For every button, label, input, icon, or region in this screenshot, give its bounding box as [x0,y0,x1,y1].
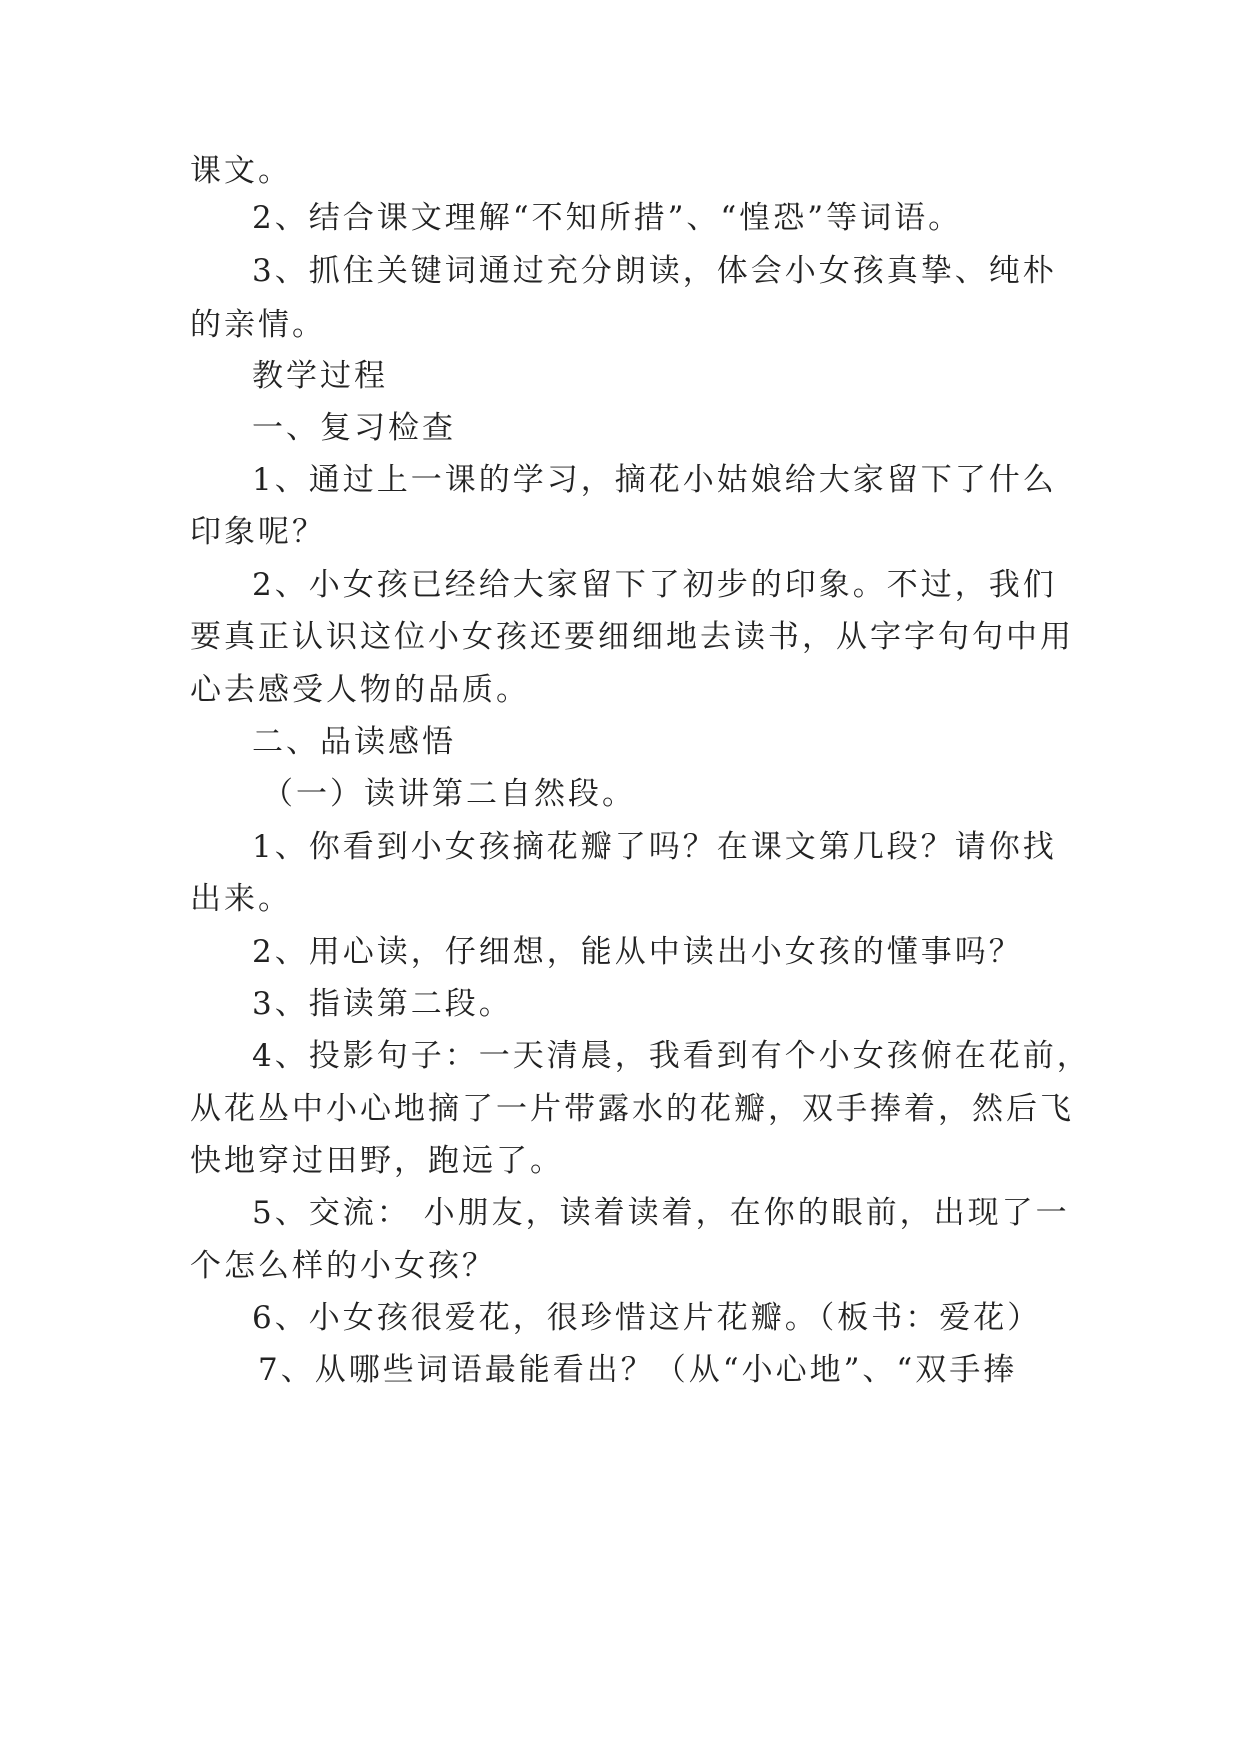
section-heading: 教学过程 [252,358,388,394]
text-line: 7、从哪些词语最能看出？（从“小心地”、“双手捧 [258,1352,1018,1388]
text-line: 的亲情。 [190,307,326,343]
text-line: 从花丛中小心地摘了一片带露水的花瓣，双手捧着，然后飞 [190,1091,1074,1127]
text-line: 1、你看到小女孩摘花瓣了吗？在课文第几段？请你找 [252,829,1057,865]
text-line: 个怎么样的小女孩？ [190,1248,496,1284]
text-line: 2、用心读，仔细想，能从中读出小女孩的懂事吗？ [252,934,1023,970]
text-line: 课文。 [190,153,292,189]
text-line: 5、交流： 小朋友，读着读着，在你的眼前，出现了一 [252,1195,1070,1231]
text-line: 1、通过上一课的学习，摘花小姑娘给大家留下了什么 [252,462,1057,498]
text-line: 6、小女孩很爱花，很珍惜这片花瓣。（板书：爱花） [252,1300,1042,1336]
section-heading: 一、复习检查 [252,410,456,446]
text-line: 心去感受人物的品质。 [190,672,530,708]
text-line: 快地穿过田野，跑远了。 [190,1143,564,1179]
text-line: 2、小女孩已经给大家留下了初步的印象。不过，我们 [252,567,1057,603]
text-line: 4、投影句子：一天清晨，我看到有个小女孩俯在花前， [252,1038,1091,1074]
section-heading: 二、品读感悟 [252,724,456,760]
text-line: 印象呢？ [190,514,326,550]
text-line: 3、指读第二段。 [252,986,513,1022]
subsection-heading: （一）读讲第二自然段。 [262,776,636,812]
text-line: 3、抓住关键词通过充分朗读，体会小女孩真挚、纯朴 [252,253,1057,289]
text-line: 2、结合课文理解“不知所措”、“惶恐”等词语。 [252,200,963,236]
text-line: 要真正认识这位小女孩还要细细地去读书，从字字句句中用 [190,619,1074,655]
text-line: 出来。 [190,881,292,917]
